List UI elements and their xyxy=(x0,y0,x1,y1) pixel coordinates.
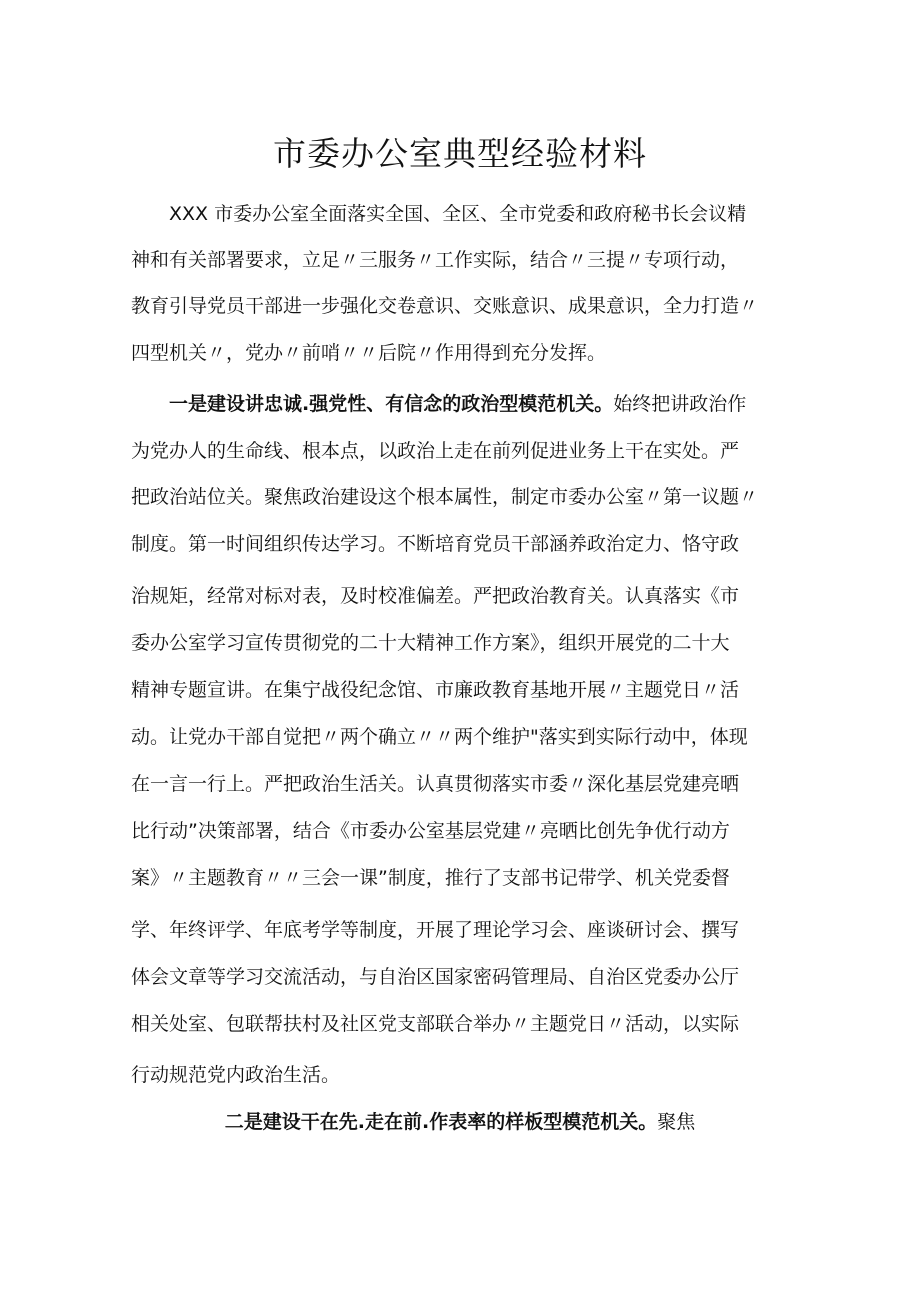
section1-line: 为党办人的生命线、根本点，以政治上走在前列促进业务上干在实处。严 xyxy=(131,440,740,462)
section1-heading: 一是建设讲忠诚.强党性、有信念的政治型模范机关。 xyxy=(169,393,614,415)
section1-line: 相关处室、包联帮扶村及社区党支部联合举办〃主题党日〃活动，以实际 xyxy=(131,1013,740,1035)
intro-line: 神和有关部署要求，立足〃三服务〃工作实际，结合〃三提〃专项行动， xyxy=(131,249,740,271)
section2-first-line-rest: 聚焦 xyxy=(657,1111,696,1133)
section1-line: 把政治站位关。聚焦政治建设这个根本属性，制定市委办公室〃第一议题〃 xyxy=(131,486,759,508)
section2-heading: 二是建设干在先.走在前.作表率的样板型模范机关。 xyxy=(224,1111,658,1133)
section1-line: 比行动”决策部署，结合《市委办公室基层党建〃亮晒比创先争优行动方 xyxy=(131,820,730,842)
section2-first-line xyxy=(0,1107,920,1137)
section1-line: 在一言一行上。严把政治生活关。认真贯彻落实市委〃深化基层党建亮晒 xyxy=(131,773,740,795)
section1-first-line xyxy=(169,389,831,419)
intro-line: 教育引导党员干部进一步强化交卷意识、交账意识、成果意识，全力打造〃 xyxy=(131,295,759,317)
section1-line: 制度。第一时间组织传达学习。不断培育党员干部涵养政治定力、恪守政 xyxy=(131,533,740,555)
section1-line: 案》〃主题教育〃〃三会一课”制度，推行了支部书记带学、机关党委督 xyxy=(131,867,730,889)
intro-line: 四型机关〃，党办〃前哨〃〃后院〃作用得到充分发挥。 xyxy=(131,342,607,364)
section1-line: 学、年终评学、年底考学等制度，开展了理论学习会、座谈研讨会、撰写 xyxy=(131,919,740,941)
section1-line: 治规矩，经常对标对表，及时校准偏差。严把政治教育关。认真落实《市 xyxy=(131,585,740,607)
intro-line: XXX 市委办公室全面落实全国、全区、全市党委和政府秘书长会议精 xyxy=(169,203,747,225)
section1-line: 行动规范党内政治生活。 xyxy=(131,1064,341,1086)
section1-first-line-rest: 始终把讲政治作 xyxy=(613,393,747,415)
section1-line: 体会文章等学习交流活动，与自治区国家密码管理局、自治区党委办公厅 xyxy=(131,966,740,988)
section1-line: 动。让党办干部自觉把〃两个确立〃〃两个维护"落实到实际行动中，体现 xyxy=(131,726,748,748)
section1-line: 精神专题宣讲。在集宁战役纪念馆、市廉政教育基地开展〃主题党日〃活 xyxy=(131,679,740,701)
section1-line: 委办公室学习宣传贯彻党的二十大精神工作方案》，组织开展党的二十大 xyxy=(131,632,730,654)
document-title: 市委办公室典型经验材料 xyxy=(273,134,647,173)
